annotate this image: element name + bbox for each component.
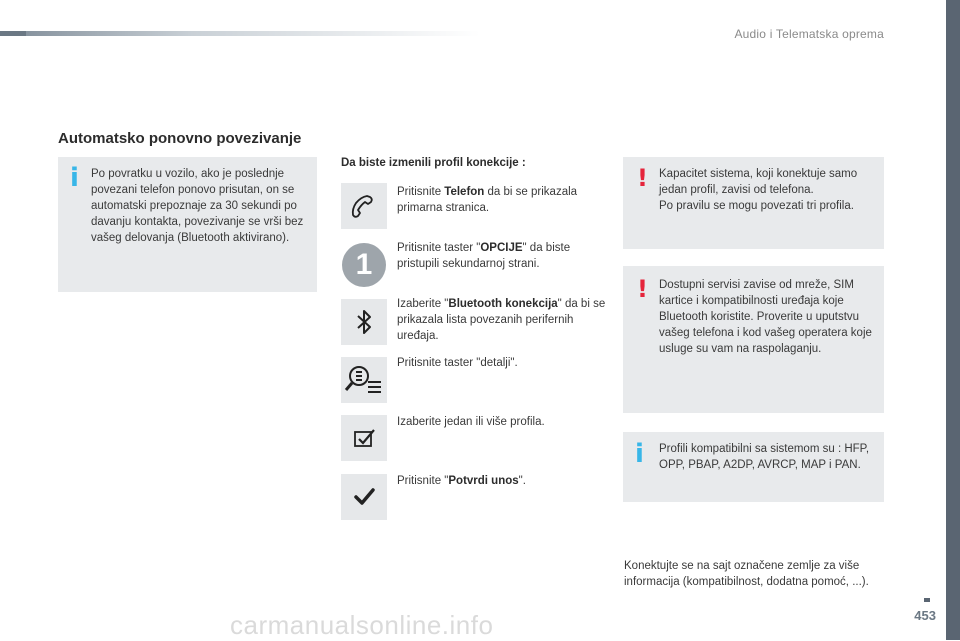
checkbox-icon: [341, 415, 387, 461]
header-bar-accent: [0, 31, 26, 36]
details-icon: [341, 357, 387, 403]
bluetooth-icon: [341, 299, 387, 345]
step-2-text: Pritisnite taster "OPCIJE" da biste pristupili sekundarnoj strani.: [397, 242, 571, 270]
warning-icon: !: [637, 164, 648, 192]
warning-text-capacity: Kapacitet sistema, koji konektuje samo jedan profil, zavisi od telefona. Po pravilu se mogu povezati tri profila.: [659, 168, 858, 212]
info-icon: i: [70, 163, 79, 193]
page-number: 453: [914, 608, 936, 623]
phone-icon: [341, 183, 387, 229]
page-edge-strip: [946, 0, 960, 640]
page-marker: [924, 598, 930, 602]
info-icon: i: [635, 439, 644, 469]
steps-heading: Da biste izmenili profil konekcije :: [341, 157, 526, 169]
warning-text-services: Dostupni servisi zavise od mreže, SIM kartice i kompatibilnosti uređaja koje Bluetooth koristite. Proverite u uputstvu vašeg telefona i kod vašeg operatera koje usluge su vam na raspolaganju.: [659, 279, 872, 355]
footer-note: Konektujte se na sajt označene zemlje za više informacija (kompatibilnost, dodatna pomoć, ...).: [624, 560, 869, 588]
watermark: carmanualsonline.info: [230, 610, 494, 640]
step-6-text: Pritisnite "Potvrdi unos".: [397, 475, 526, 487]
section-title: Automatsko ponovno povezivanje: [58, 130, 302, 147]
header-bar: [0, 31, 480, 36]
step-3-text: Izaberite "Bluetooth konekcija" da bi se prikazala lista povezanih perifernih uređaja.: [397, 298, 606, 342]
info-text-profiles: Profili kompatibilni sa sistemom su : HFP, OPP, PBAP, A2DP, AVRCP, MAP i PAN.: [659, 443, 870, 471]
step-1-text: Pritisnite Telefon da bi se prikazala primarna stranica.: [397, 186, 578, 214]
step-4-text: Pritisnite taster "detalji".: [397, 357, 518, 369]
step-number-badge: 1: [342, 243, 386, 287]
header-title: Audio i Telematska oprema: [734, 27, 884, 41]
info-text-left: Po povratku u vozilo, ako je poslednje povezani telefon ponovo prisutan, on se automatski prepoznaje za 30 sekundi po davanju kontakta, povezivanje se vrši bez vašeg delovanja (Bluetooth aktivirano).: [91, 168, 304, 244]
warning-icon: !: [637, 275, 648, 303]
step-5-text: Izaberite jedan ili više profila.: [397, 416, 545, 428]
checkmark-icon: [341, 474, 387, 520]
